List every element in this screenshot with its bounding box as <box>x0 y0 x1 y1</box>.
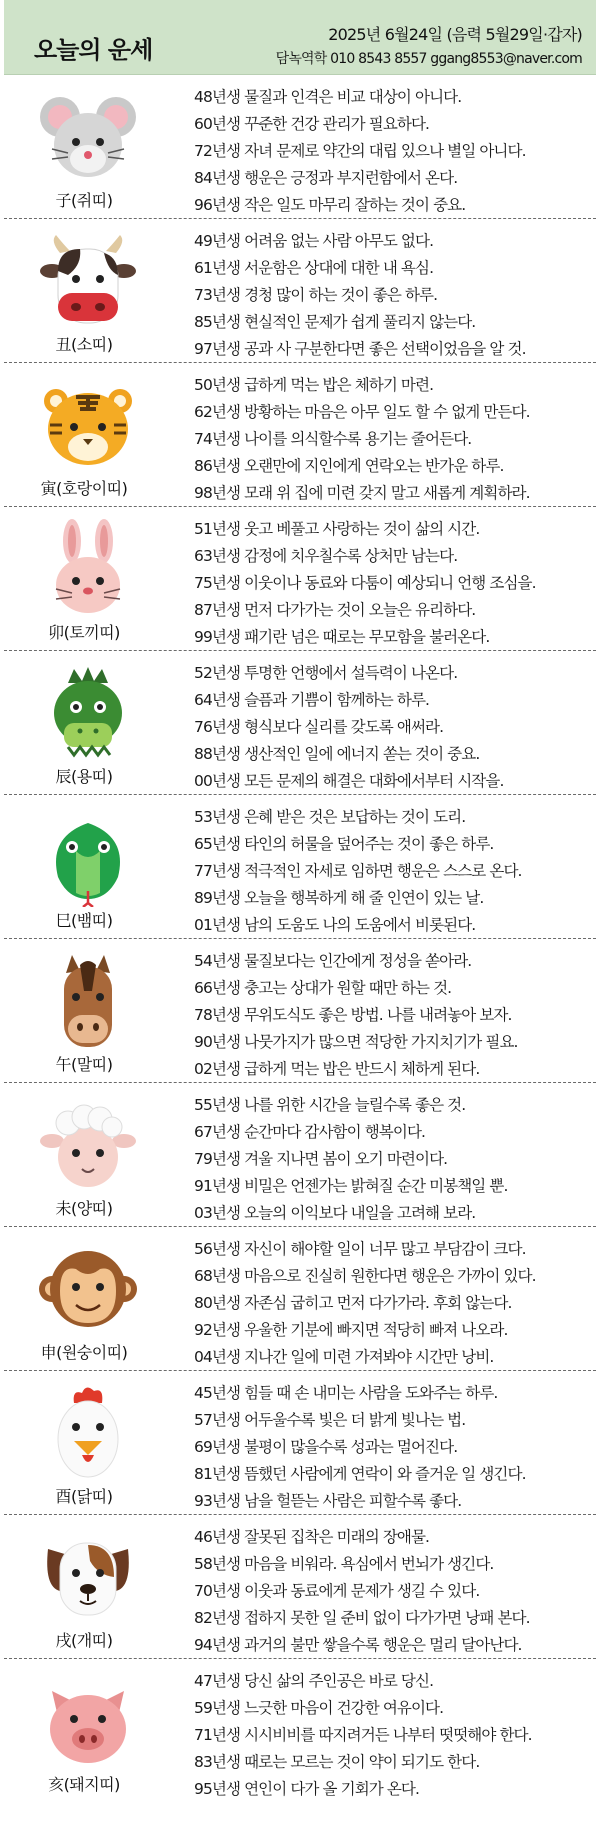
zodiac-row-horse <box>4 939 596 1083</box>
dog-icon <box>38 1527 138 1627</box>
fortune-line: 53년생 은혜 받은 것은 보답하는 것이 도리. <box>194 808 466 826</box>
fortune-line: 68년생 마음으로 진실히 원한다면 행운은 가까이 있다. <box>194 1267 536 1285</box>
rat-icon <box>38 87 138 187</box>
zodiac-row-tiger <box>4 363 596 507</box>
fortune-line: 04년생 지나간 일에 미련 가져봐야 시간만 낭비. <box>194 1348 494 1366</box>
zodiac-label: 戌(개띠) <box>55 1631 113 1650</box>
fortune-line: 49년생 어려움 없는 사람 아무도 없다. <box>194 232 434 250</box>
fortune-line: 98년생 모래 위 집에 미련 갖지 말고 새롭게 계획하라. <box>194 484 530 502</box>
fortune-line: 03년생 오늘의 이익보다 내일을 고려해 보라. <box>194 1204 476 1222</box>
zodiac-row-rabbit <box>4 507 596 651</box>
fortune-line: 88년생 생산적인 일에 에너지 쏟는 것이 중요. <box>194 745 480 763</box>
zodiac-row-dog <box>4 1515 596 1659</box>
fortune-line: 57년생 어두울수록 빛은 더 밝게 빛나는 법. <box>194 1411 466 1429</box>
fortune-line: 95년생 연인이 다가 올 기회가 온다. <box>194 1780 420 1798</box>
fortune-line: 54년생 물질보다는 인간에게 정성을 쏟아라. <box>194 952 472 970</box>
fortune-line: 72년생 자녀 문제로 약간의 대립 있으나 별일 아니다. <box>194 142 526 160</box>
horse-icon <box>38 951 138 1051</box>
zodiac-label: 子(쥐띠) <box>55 191 113 210</box>
fortune-line: 80년생 자존심 굽히고 먼저 다가가라. 후회 않는다. <box>194 1294 512 1312</box>
fortune-line: 76년생 형식보다 실리를 갖도록 애써라. <box>194 718 444 736</box>
fortune-line: 63년생 감정에 치우칠수록 상처만 남는다. <box>194 547 458 565</box>
zodiac-row-monkey <box>4 1227 596 1371</box>
fortune-line: 69년생 불평이 많을수록 성과는 멀어진다. <box>194 1438 458 1456</box>
sheep-icon <box>38 1095 138 1195</box>
fortune-line: 50년생 급하게 먹는 밥은 체하기 마련. <box>194 376 434 394</box>
fortune-line: 99년생 패기란 넘은 때로는 무모함을 불러온다. <box>194 628 490 646</box>
fortune-line: 85년생 현실적인 문제가 쉽게 풀리지 않는다. <box>194 313 476 331</box>
fortune-line: 96년생 작은 일도 마무리 잘하는 것이 중요. <box>194 196 466 214</box>
fortune-line: 62년생 방황하는 마음은 아무 일도 할 수 없게 만든다. <box>194 403 530 421</box>
fortune-lines <box>194 1380 599 1515</box>
fortune-line: 59년생 느긋한 마음이 건강한 여유이다. <box>194 1699 444 1717</box>
zodiac-label: 申(원숭이띠) <box>40 1343 128 1362</box>
fortune-line: 86년생 오랜만에 지인에게 연락오는 반가운 하루. <box>194 457 504 475</box>
fortune-line: 79년생 겨울 지나면 봄이 오기 마련이다. <box>194 1150 448 1168</box>
fortune-line: 02년생 급하게 먹는 밥은 반드시 체하게 된다. <box>194 1060 480 1078</box>
zodiac-label: 辰(용띠) <box>55 767 113 786</box>
fortune-lines <box>194 1236 599 1371</box>
snake-icon <box>38 807 138 907</box>
fortune-lines <box>194 1668 599 1803</box>
zodiac-label: 午(말띠) <box>55 1055 113 1074</box>
zodiac-row-ox <box>4 219 596 363</box>
fortune-line: 55년생 나를 위한 시간을 늘릴수록 좋은 것. <box>194 1096 466 1114</box>
pig-icon <box>38 1671 138 1771</box>
fortune-lines <box>194 948 599 1083</box>
zodiac-label: 寅(호랑이띠) <box>40 479 128 498</box>
fortune-line: 73년생 경청 많이 하는 것이 좋은 하루. <box>194 286 438 304</box>
horoscope-page <box>4 0 596 1802</box>
fortune-line: 93년생 남을 헐뜯는 사람은 피할수록 좋다. <box>194 1492 462 1510</box>
fortune-line: 64년생 슬픔과 기쁨이 함께하는 하루. <box>194 691 430 709</box>
fortune-line: 91년생 비밀은 언젠가는 밝혀질 순간 미봉책일 뿐. <box>194 1177 508 1195</box>
zodiac-list <box>4 75 596 1802</box>
ox-icon <box>38 231 138 331</box>
fortune-line: 97년생 공과 사 구분한다면 좋은 선택이었음을 알 것. <box>194 340 526 358</box>
zodiac-label: 酉(닭띠) <box>55 1487 113 1506</box>
fortune-line: 74년생 나이를 의식할수록 용기는 줄어든다. <box>194 430 472 448</box>
fortune-lines <box>194 1524 599 1659</box>
fortune-line: 81년생 뜸했던 사람에게 연락이 와 즐거운 일 생긴다. <box>194 1465 526 1483</box>
zodiac-row-rat <box>4 75 596 219</box>
fortune-line: 01년생 남의 도움도 나의 도움에서 비롯된다. <box>194 916 476 934</box>
fortune-line: 75년생 이웃이나 동료와 다툼이 예상되니 언행 조심을. <box>194 574 536 592</box>
rooster-icon <box>38 1383 138 1483</box>
fortune-line: 67년생 순간마다 감사함이 행복이다. <box>194 1123 426 1141</box>
dragon-icon <box>38 663 138 763</box>
fortune-line: 82년생 접하지 못한 일 준비 없이 다가가면 낭패 본다. <box>194 1609 530 1627</box>
page-title: 오늘의 운세 <box>34 36 153 64</box>
fortune-line: 56년생 자신이 해야할 일이 너무 많고 부담감이 크다. <box>194 1240 526 1258</box>
fortune-line: 71년생 시시비비를 따지려거든 나부터 떳떳해야 한다. <box>194 1726 532 1744</box>
fortune-line: 83년생 때로는 모르는 것이 약이 되기도 한다. <box>194 1753 480 1771</box>
fortune-lines <box>194 804 599 939</box>
fortune-line: 60년생 꾸준한 건강 관리가 필요하다. <box>194 115 430 133</box>
fortune-lines <box>194 516 599 651</box>
fortune-line: 52년생 투명한 언행에서 설득력이 나온다. <box>194 664 458 682</box>
fortune-line: 78년생 무위도식도 좋은 방법. 나를 내려놓아 보자. <box>194 1006 512 1024</box>
zodiac-label: 亥(돼지띠) <box>48 1775 120 1794</box>
fortune-line: 92년생 우울한 기분에 빠지면 적당히 빠져 나오라. <box>194 1321 508 1339</box>
zodiac-row-pig <box>4 1659 596 1802</box>
rabbit-icon <box>38 519 138 619</box>
fortune-line: 48년생 물질과 인격은 비교 대상이 아니다. <box>194 88 462 106</box>
zodiac-label: 丑(소띠) <box>55 335 113 354</box>
fortune-line: 65년생 타인의 허물을 덮어주는 것이 좋은 하루. <box>194 835 494 853</box>
fortune-line: 90년생 나뭇가지가 많으면 적당한 가지치기가 필요. <box>194 1033 518 1051</box>
fortune-line: 70년생 이웃과 동료에게 문제가 생길 수 있다. <box>194 1582 480 1600</box>
fortune-line: 47년생 당신 삶의 주인공은 바로 당신. <box>194 1672 434 1690</box>
fortune-line: 00년생 모든 문제의 해결은 대화에서부터 시작을. <box>194 772 504 790</box>
zodiac-row-rooster <box>4 1371 596 1515</box>
fortune-line: 94년생 과거의 불만 쌓을수록 행운은 멀리 달아난다. <box>194 1636 522 1654</box>
zodiac-label: 卯(토끼띠) <box>48 623 120 642</box>
fortune-line: 51년생 웃고 베풀고 사랑하는 것이 삶의 시간. <box>194 520 480 538</box>
zodiac-label: 未(양띠) <box>55 1199 113 1218</box>
contact-line: 담녹역학 010 8543 8557 ggang8553@naver.com <box>275 51 582 67</box>
fortune-lines <box>194 1092 599 1227</box>
zodiac-row-dragon <box>4 651 596 795</box>
fortune-lines <box>194 228 599 363</box>
fortune-line: 89년생 오늘을 행복하게 해 줄 인연이 있는 날. <box>194 889 484 907</box>
fortune-line: 66년생 충고는 상대가 원할 때만 하는 것. <box>194 979 452 997</box>
fortune-lines <box>194 372 599 507</box>
zodiac-label: 巳(뱀띠) <box>55 911 113 930</box>
date-line: 2025년 6월24일 (음력 5월29일·갑자) <box>328 25 582 44</box>
fortune-line: 84년생 행운은 긍정과 부지런함에서 온다. <box>194 169 458 187</box>
fortune-line: 87년생 먼저 다가가는 것이 오늘은 유리하다. <box>194 601 476 619</box>
tiger-icon <box>38 375 138 475</box>
fortune-line: 46년생 잘못된 집착은 미래의 장애물. <box>194 1528 430 1546</box>
monkey-icon <box>38 1239 138 1339</box>
fortune-lines <box>194 84 599 219</box>
header-banner <box>4 0 596 75</box>
zodiac-row-snake <box>4 795 596 939</box>
fortune-line: 58년생 마음을 비워라. 욕심에서 번뇌가 생긴다. <box>194 1555 494 1573</box>
zodiac-row-sheep <box>4 1083 596 1227</box>
fortune-line: 77년생 적극적인 자세로 임하면 행운은 스스로 온다. <box>194 862 522 880</box>
fortune-lines <box>194 660 599 795</box>
fortune-line: 45년생 힘들 때 손 내미는 사람을 도와주는 하루. <box>194 1384 498 1402</box>
fortune-line: 61년생 서운함은 상대에 대한 내 욕심. <box>194 259 434 277</box>
